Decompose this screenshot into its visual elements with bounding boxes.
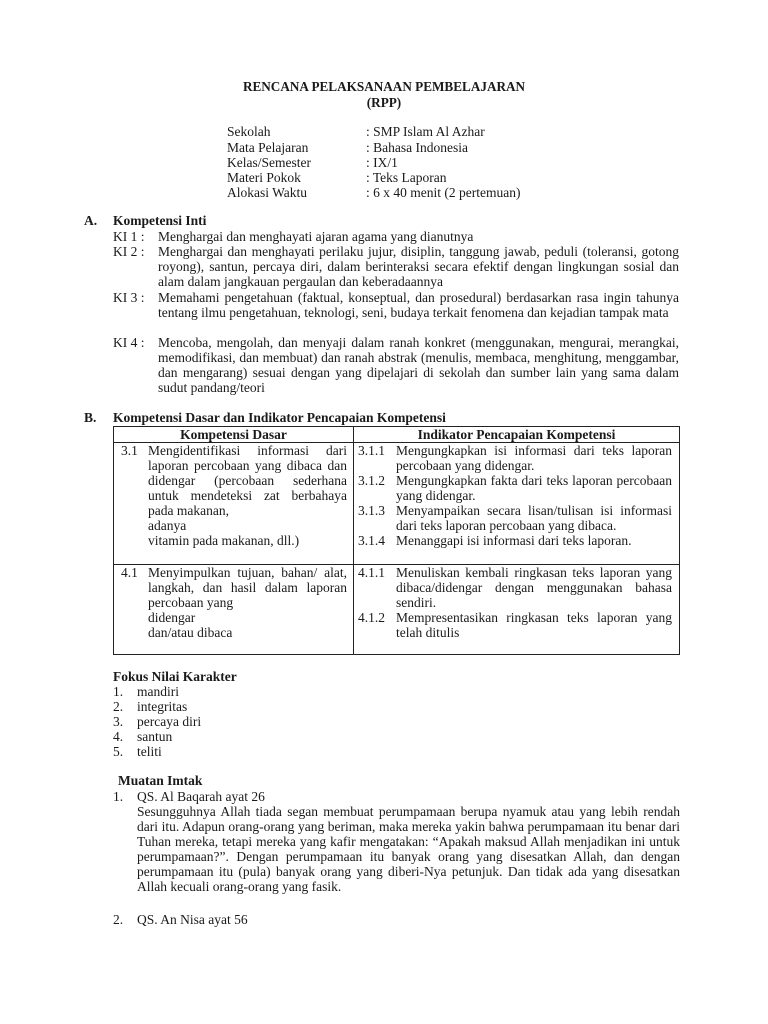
- document-title: RENCANA PELAKSANAAN PEMBELAJARAN: [242, 79, 526, 94]
- indicator-text: Mempresentasikan ringkasan teks laporan yang telah ditulis: [396, 610, 672, 640]
- kd-text-cont: vitamin pada makanan, dll.): [148, 533, 300, 548]
- indicator-item: [354, 533, 679, 548]
- list-item: [113, 912, 683, 927]
- list-item: [113, 714, 237, 729]
- kd-indicator-table: [113, 426, 680, 655]
- kd-item: [114, 565, 353, 640]
- list-item: [113, 684, 237, 699]
- indicator-number: 3.1.4: [358, 533, 385, 548]
- imtak-item: [113, 912, 683, 927]
- ki-label: KI 2 :: [113, 244, 145, 259]
- identity-value: : Bahasa Indonesia: [366, 140, 468, 155]
- ki-item: [113, 244, 679, 289]
- column-header-kd: Kompetensi Dasar: [114, 427, 354, 443]
- ki-text: Menghargai dan menghayati perilaku jujur, disiplin, tanggung jawab, peduli (toleransi, gotong royong), santun, percaya diri, dalam berinteraksi secara efektif dengan lingkungan sosial dan alam dalam jangkauan pergaulan dan keberadaannya: [158, 244, 679, 289]
- column-header-indicator: Indikator Pencapaian Kompetensi: [354, 427, 680, 443]
- kd-number: 4.1: [121, 565, 138, 580]
- section-letter: A.: [84, 213, 98, 228]
- ki-item: [113, 290, 679, 320]
- list-text: santun: [137, 729, 173, 744]
- kd-text-cont: dan/atau dibaca: [148, 625, 233, 640]
- list-item: [113, 789, 683, 804]
- document-subtitle: (RPP): [366, 95, 402, 110]
- kd-number: 3.1: [121, 443, 138, 458]
- kd-cell: [114, 565, 354, 655]
- kd-text: Mengidentifikasi informasi dari laporan percobaan yang dibaca dan didengar (percobaan sederhana untuk mendeteksi zat berbahaya pada makanan,: [148, 443, 347, 518]
- list-text: QS. An Nisa ayat 56: [137, 912, 248, 927]
- indicator-text: Menyampaikan secara lisan/tulisan isi informasi dari teks laporan percobaan yang dibaca.: [396, 503, 672, 533]
- kd-item: [114, 443, 353, 548]
- imtak-heading: Muatan Imtak: [118, 773, 203, 788]
- kd-text-cont: adanya: [148, 518, 187, 533]
- list-number: 1.: [113, 789, 124, 804]
- kd-text-cont: didengar: [148, 610, 196, 625]
- ki-text: Memahami pengetahuan (faktual, konseptual, dan prosedural) berdasarkan rasa ingin tahunya tentang ilmu pengetahuan, teknologi, seni, budaya terkait fenomena dan kejadian tampak mata: [158, 290, 679, 320]
- indicator-text: Menanggapi isi informasi dari teks laporan.: [396, 533, 632, 548]
- table-row: [114, 443, 680, 565]
- list-number: 4.: [113, 729, 124, 744]
- list-number: 3.: [113, 714, 124, 729]
- section-title: Kompetensi Dasar dan Indikator Pencapaian Kompetensi: [113, 410, 446, 425]
- identity-label: Mata Pelajaran: [227, 140, 309, 155]
- indicator-cell: [354, 565, 680, 655]
- indicator-number: 4.1.1: [358, 565, 385, 580]
- list-item: [113, 729, 237, 744]
- table-row: [114, 565, 680, 655]
- list-item: [113, 744, 237, 759]
- indicator-item: [354, 565, 679, 610]
- list-number: 1.: [113, 684, 124, 699]
- ki-label: KI 3 :: [113, 290, 145, 305]
- indicator-text: Mengungkapkan fakta dari teks laporan percobaan yang didengar.: [396, 473, 672, 503]
- ki-label: KI 4 :: [113, 335, 145, 350]
- list-text: QS. Al Baqarah ayat 26: [137, 789, 265, 804]
- indicator-item: [354, 503, 679, 533]
- table-header-row: [114, 427, 680, 443]
- indicator-number: 3.1.3: [358, 503, 385, 518]
- list-text: integritas: [137, 699, 188, 714]
- indicator-number: 3.1.1: [358, 443, 385, 458]
- list-item: [113, 699, 237, 714]
- indicator-cell: [354, 443, 680, 565]
- section-title: Kompetensi Inti: [113, 213, 207, 228]
- imtak-item: [113, 789, 683, 804]
- imtak-verse-text: Sesungguhnya Allah tiada segan membuat perumpamaan berupa nyamuk atau yang lebih rendah dari itu. Adapun orang-orang yang beriman, maka mereka yakin bahwa perumpamaan itu benar dari Tuhan mereka, tetapi mereka yang kafir mengatakan: “Apakah maksud Allah menjadikan ini untuk perumpamaan?”. Dengan perumpamaan itu banyak orang yang disesatkan Allah, dan dengan perumpamaan itu (pula) banyak orang yang diberi-Nya petunjuk. Dan tidak ada yang disesatkan Allah kecuali orang-orang yang fasik.: [137, 804, 680, 894]
- kd-text: Menyimpulkan tujuan, bahan/ alat, langkah, dan hasil dalam laporan percobaan yang: [148, 565, 347, 610]
- list-text: percaya diri: [137, 714, 202, 729]
- list-number: 2.: [113, 699, 124, 714]
- identity-value: : SMP Islam Al Azhar: [366, 124, 485, 139]
- indicator-number: 3.1.2: [358, 473, 385, 488]
- indicator-item: [354, 473, 679, 503]
- section-letter: B.: [84, 410, 97, 425]
- identity-value: : Teks Laporan: [366, 170, 447, 185]
- list-number: 5.: [113, 744, 124, 759]
- indicator-text: Menuliskan kembali ringkasan teks laporan yang dibaca/didengar dengan menggunakan bahasa sendiri.: [396, 565, 672, 610]
- ki-item: [113, 335, 679, 395]
- identity-value: : 6 x 40 menit (2 pertemuan): [366, 185, 521, 200]
- list-text: teliti: [137, 744, 162, 759]
- indicator-item: [354, 610, 679, 640]
- ki-label: KI 1 :: [113, 229, 145, 244]
- identity-label: Materi Pokok: [227, 170, 301, 185]
- fokus-heading: Fokus Nilai Karakter: [113, 669, 237, 684]
- section-b-heading: [84, 410, 584, 426]
- identity-label: Kelas/Semester: [227, 155, 311, 170]
- fokus-nilai-karakter: [113, 669, 237, 759]
- section-a-heading: [84, 213, 484, 229]
- ki-item: [113, 229, 679, 244]
- identity-label: Sekolah: [227, 124, 271, 139]
- identity-value: : IX/1: [366, 155, 398, 170]
- indicator-text: Mengungkapkan isi informasi dari teks laporan percobaan yang didengar.: [396, 443, 672, 473]
- identity-label: Alokasi Waktu: [227, 185, 308, 200]
- ki-text: Menghargai dan menghayati ajaran agama yang dianutnya: [158, 229, 474, 244]
- list-text: mandiri: [137, 684, 179, 699]
- ki-text: Mencoba, mengolah, dan menyaji dalam ranah konkret (menggunakan, mengurai, merangkai, memodifikasi, dan membuat) dan ranah abstrak (menulis, membaca, menghitung, menggambar, dan mengarang) sesuai dengan yang dipelajari di sekolah dan sumber lain yang sama dalam sudut pandang/teori: [158, 335, 679, 395]
- indicator-item: [354, 443, 679, 473]
- list-number: 2.: [113, 912, 124, 927]
- kd-cell: [114, 443, 354, 565]
- indicator-number: 4.1.2: [358, 610, 385, 625]
